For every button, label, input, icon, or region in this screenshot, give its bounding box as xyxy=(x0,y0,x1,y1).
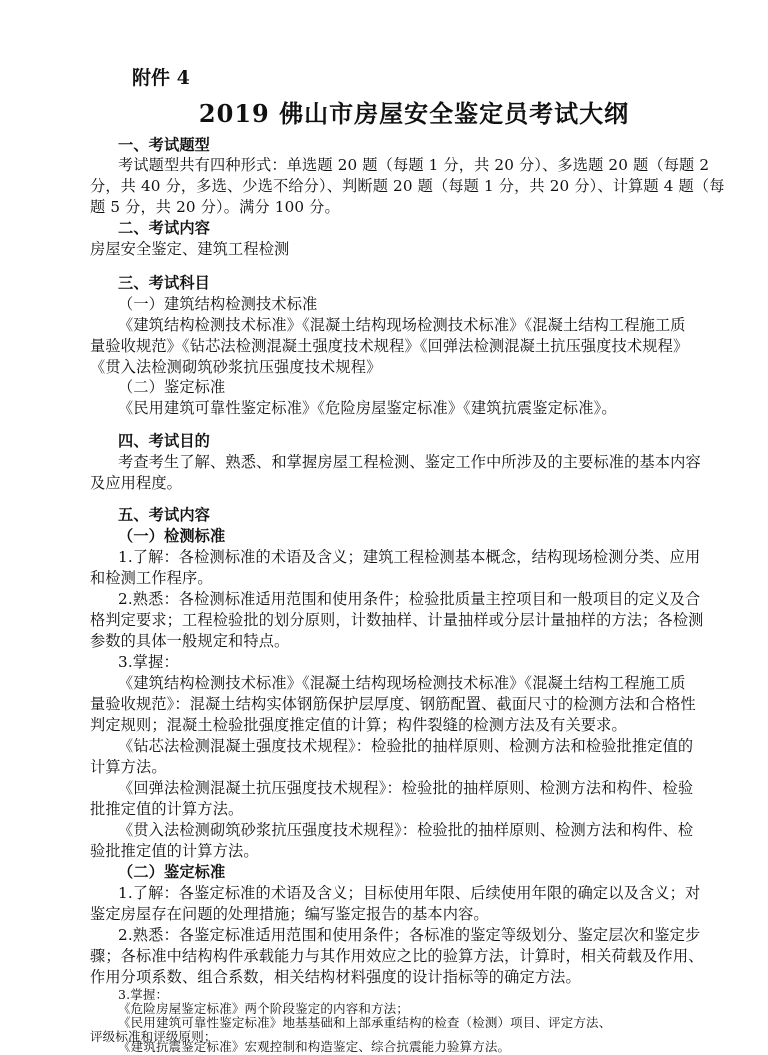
section-heading-5: 五、考试内容 xyxy=(118,506,211,524)
text-line: 作用分项系数、组合系数，相关结构材料强度的设计指标等的确定方法。 xyxy=(90,968,581,986)
section-heading-3: 三、考试科目 xyxy=(118,274,211,292)
section-heading-2: 二、考试内容 xyxy=(118,219,211,237)
section-heading-1: 一、考试题型 xyxy=(118,136,211,154)
text-line: 和检测工作程序。 xyxy=(90,569,213,587)
text-line: 计算方法。 xyxy=(90,758,167,776)
text-line: 鉴定房屋存在问题的处理措施；编写鉴定报告的基本内容。 xyxy=(90,905,489,923)
text-line: 房屋安全鉴定、建筑工程检测 xyxy=(90,240,290,258)
text-line: 《贯入法检测砌筑砂浆抗压强度技术规程》 xyxy=(90,358,382,376)
text-line: 《建筑抗震鉴定标准》宏观控制和构造鉴定、综合抗震能力验算方法。 xyxy=(118,1039,511,1054)
subsection-heading: （一）建筑结构检测技术标准 xyxy=(118,295,318,313)
text-line: 2.熟悉：各鉴定标准适用范围和使用条件；各标准的鉴定等级划分、鉴定层次和鉴定步 xyxy=(118,926,701,944)
subsection-heading: （二）鉴定标准 xyxy=(118,378,226,396)
text-line: 《回弹法检测混凝土抗压强度技术规程》：检验批的抽样原则、检测方法和构件、检验 xyxy=(118,779,694,797)
text-line: 评级标准和评级原则； xyxy=(90,1029,217,1044)
section-heading-4: 四、考试目的 xyxy=(118,432,211,450)
text-line: 《贯入法检测砌筑砂浆抗压强度技术规程》：检验批的抽样原则、检测方法和构件、检 xyxy=(118,821,694,839)
text-line: 3.掌握： xyxy=(118,987,169,1002)
text-line: 题 5 分，共 20 分）。满分 100 分。 xyxy=(90,198,340,216)
text-line: 1.了解：各检测标准的术语及含义；建筑工程检测基本概念，结构现场检测分类、应用 xyxy=(118,548,701,566)
text-line: 《民用建筑可靠性鉴定标准》《危险房屋鉴定标准》《建筑抗震鉴定标准》。 xyxy=(118,399,617,417)
subsection-heading: （一）检测标准 xyxy=(118,527,226,545)
subsection-heading: （二）鉴定标准 xyxy=(118,863,226,881)
document-title: 2019 佛山市房屋安全鉴定员考试大纲 xyxy=(198,99,630,128)
text-line: 《危险房屋鉴定标准》两个阶段鉴定的内容和方法； xyxy=(118,1001,409,1016)
text-line: 批推定值的计算方法。 xyxy=(90,800,244,818)
text-line: 参数的具体一般规定和特点。 xyxy=(90,632,290,650)
text-line: 1.了解：各鉴定标准的术语及含义；目标使用年限、后续使用年限的确定以及含义；对 xyxy=(118,884,701,902)
text-line: 3.掌握： xyxy=(118,653,179,671)
text-line: 量验收规范》《钻芯法检测混凝土强度技术规程》《回弹法检测混凝土抗压强度技术规程》 xyxy=(90,337,689,355)
text-line: 分，共 40 分，多选、少选不给分）、判断题 20 题（每题 1 分，共 20 分）、计算题 4 题（每 xyxy=(90,177,725,195)
text-line: 《建筑结构检测技术标准》《混凝土结构现场检测技术标准》《混凝土结构工程施工质 xyxy=(118,316,686,334)
text-line: 量验收规范》：混凝土结构实体钢筋保护层厚度、钢筋配置、截面尺寸的检测方法和合格性 xyxy=(90,695,696,713)
text-line: 验批推定值的计算方法。 xyxy=(90,842,259,860)
text-line: 考试题型共有四种形式：单选题 20 题（每题 1 分，共 20 分）、多选题 20 题（每题 2 xyxy=(118,156,710,174)
text-line: 《民用建筑可靠性鉴定标准》地基基础和上部承重结构的检查（检测）项目、评定方法、 xyxy=(118,1015,612,1030)
attachment-label: 附件 4 xyxy=(132,67,190,89)
text-line: 及应用程度。 xyxy=(90,474,183,492)
text-line: 判定规则；混凝土检验批强度推定值的计算；构件裂缝的检测方法及有关要求。 xyxy=(90,716,627,734)
text-line: 《钻芯法检测混凝土强度技术规程》：检验批的抽样原则、检测方法和检验批推定值的 xyxy=(118,737,694,755)
text-line: 骤；各标准中结构构件承载能力与其作用效应之比的验算方法，计算时，相关荷载及作用、 xyxy=(90,947,704,965)
text-line: 格判定要求；工程检验批的划分原则，计数抽样、计量抽样或分层计量抽样的方法；各检测 xyxy=(90,611,704,629)
text-line: 《建筑结构检测技术标准》《混凝土结构现场检测技术标准》《混凝土结构工程施工质 xyxy=(118,674,686,692)
text-line: 考查考生了解、熟悉、和掌握房屋工程检测、鉴定工作中所涉及的主要标准的基本内容 xyxy=(118,453,701,471)
text-line: 2.熟悉：各检测标准适用范围和使用条件；检验批质量主控项目和一般项目的定义及合 xyxy=(118,590,701,608)
